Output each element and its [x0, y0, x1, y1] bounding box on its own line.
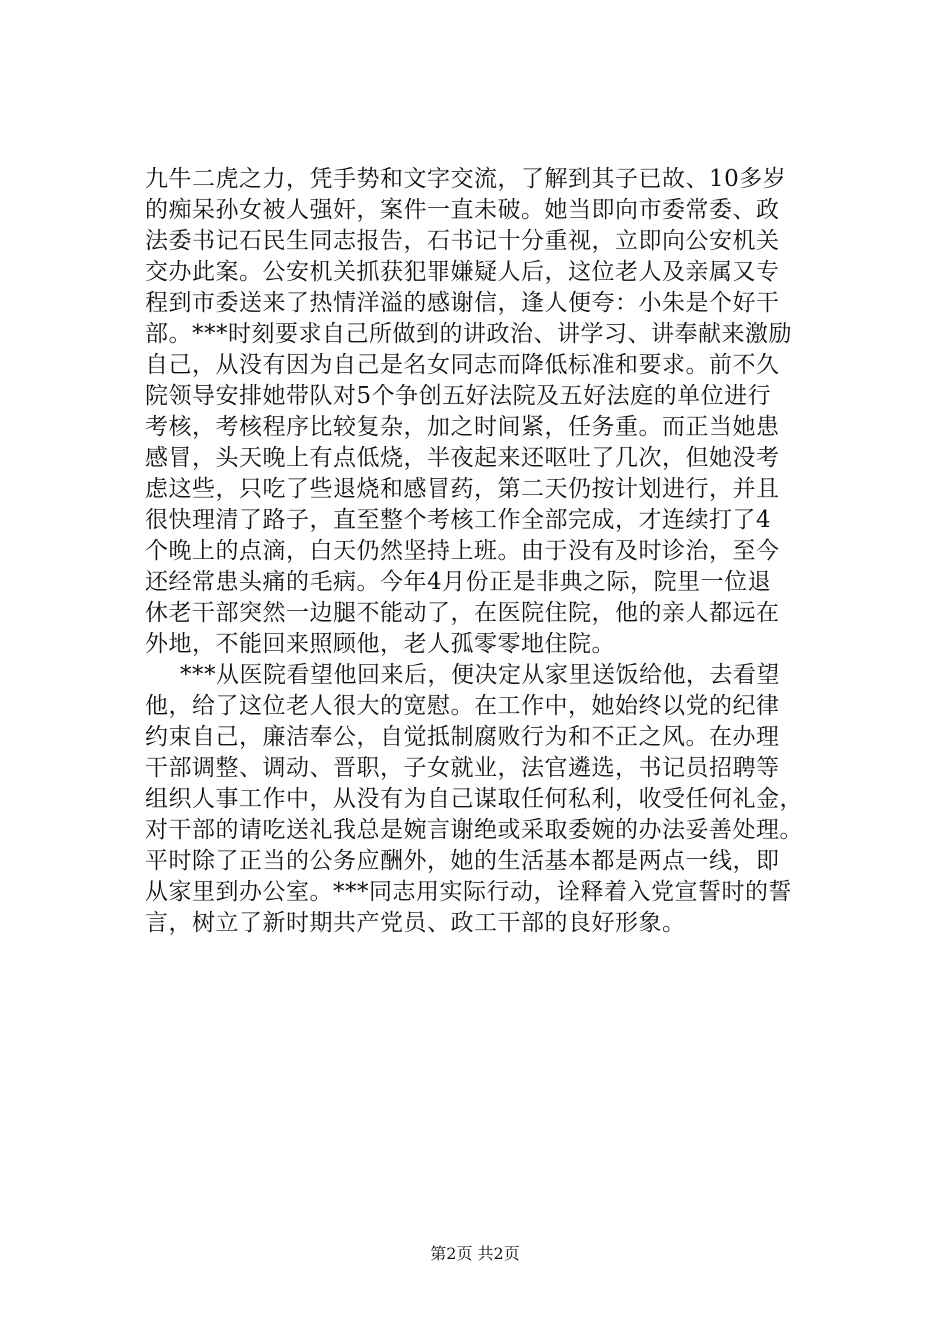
- text-line: 休老干部突然一边腿不能动了，在医院住院，他的亲人都远在: [145, 600, 780, 626]
- text-line: 的痴呆孙女被人强奸，案件一直未破。她当即向市委常委、政: [145, 197, 780, 223]
- text-line: 交办此案。公安机关抓获犯罪嫌疑人后，这位老人及亲属又专: [145, 259, 780, 285]
- text-line: 从家里到办公室。***同志用实际行动，诠释着入党宣誓时的誓: [145, 879, 792, 905]
- text-line: 干部调整、调动、晋职，子女就业，法官遴选，书记员招聘等: [145, 755, 780, 781]
- text-line: 个晚上的点滴，白天仍然坚持上班。由于没有及时诊治，至今: [145, 538, 780, 564]
- text-line: 约束自己，廉洁奉公，自觉抵制腐败行为和不正之风。在办理: [145, 724, 780, 750]
- page-footer: [0, 1244, 950, 1264]
- text-line: 组织人事工作中，从没有为自己谋取任何私利，收受任何礼金，: [145, 786, 803, 812]
- text-line: 感冒，头天晚上有点低烧，半夜起来还呕吐了几次，但她没考: [145, 445, 780, 471]
- text-line: 还经常患头痛的毛病。今年4月份正是非典之际，院里一位退: [145, 569, 772, 595]
- text-line: 法委书记石民生同志报告，石书记十分重视，立即向公安机关: [145, 228, 780, 254]
- text-line: 很快理清了路子，直至整个考核工作全部完成，才连续打了4: [145, 507, 772, 533]
- text-line: 言，树立了新时期共产党员、政工干部的良好形象。: [145, 910, 686, 936]
- text-line: 院领导安排她带队对5个争创五好法院及五好法庭的单位进行: [145, 383, 772, 409]
- text-line: 考核，考核程序比较复杂，加之时间紧，任务重。而正当她患: [145, 414, 780, 440]
- text-line: 对干部的请吃送礼我总是婉言谢绝或采取委婉的办法妥善处理。: [145, 817, 803, 843]
- text-line: 程到市委送来了热情洋溢的感谢信，逢人便夸：小朱是个好干: [145, 290, 780, 316]
- paragraph-start-line: ***从医院看望他回来后，便决定从家里送饭给他，去看望: [180, 662, 780, 688]
- page-number-label: 第2页 共2页: [430, 1244, 520, 1263]
- text-line: 虑这些，只吃了些退烧和感冒药，第二天仍按计划进行，并且: [145, 476, 780, 502]
- text-line: 部。***时刻要求自己所做到的讲政治、讲学习、讲奉献来激励: [145, 321, 792, 347]
- text-line: 平时除了正当的公务应酬外，她的生活基本都是两点一线，即: [145, 848, 780, 874]
- text-line: 九牛二虎之力，凭手势和文字交流，了解到其子已故、10多岁: [145, 166, 787, 192]
- body-text: [145, 164, 833, 939]
- text-line: 他，给了这位老人很大的宽慰。在工作中，她始终以党的纪律: [145, 693, 780, 719]
- text-line: 自己，从没有因为自己是名女同志而降低标准和要求。前不久: [145, 352, 780, 378]
- text-line: 外地，不能回来照顾他，老人孤零零地住院。: [145, 631, 615, 657]
